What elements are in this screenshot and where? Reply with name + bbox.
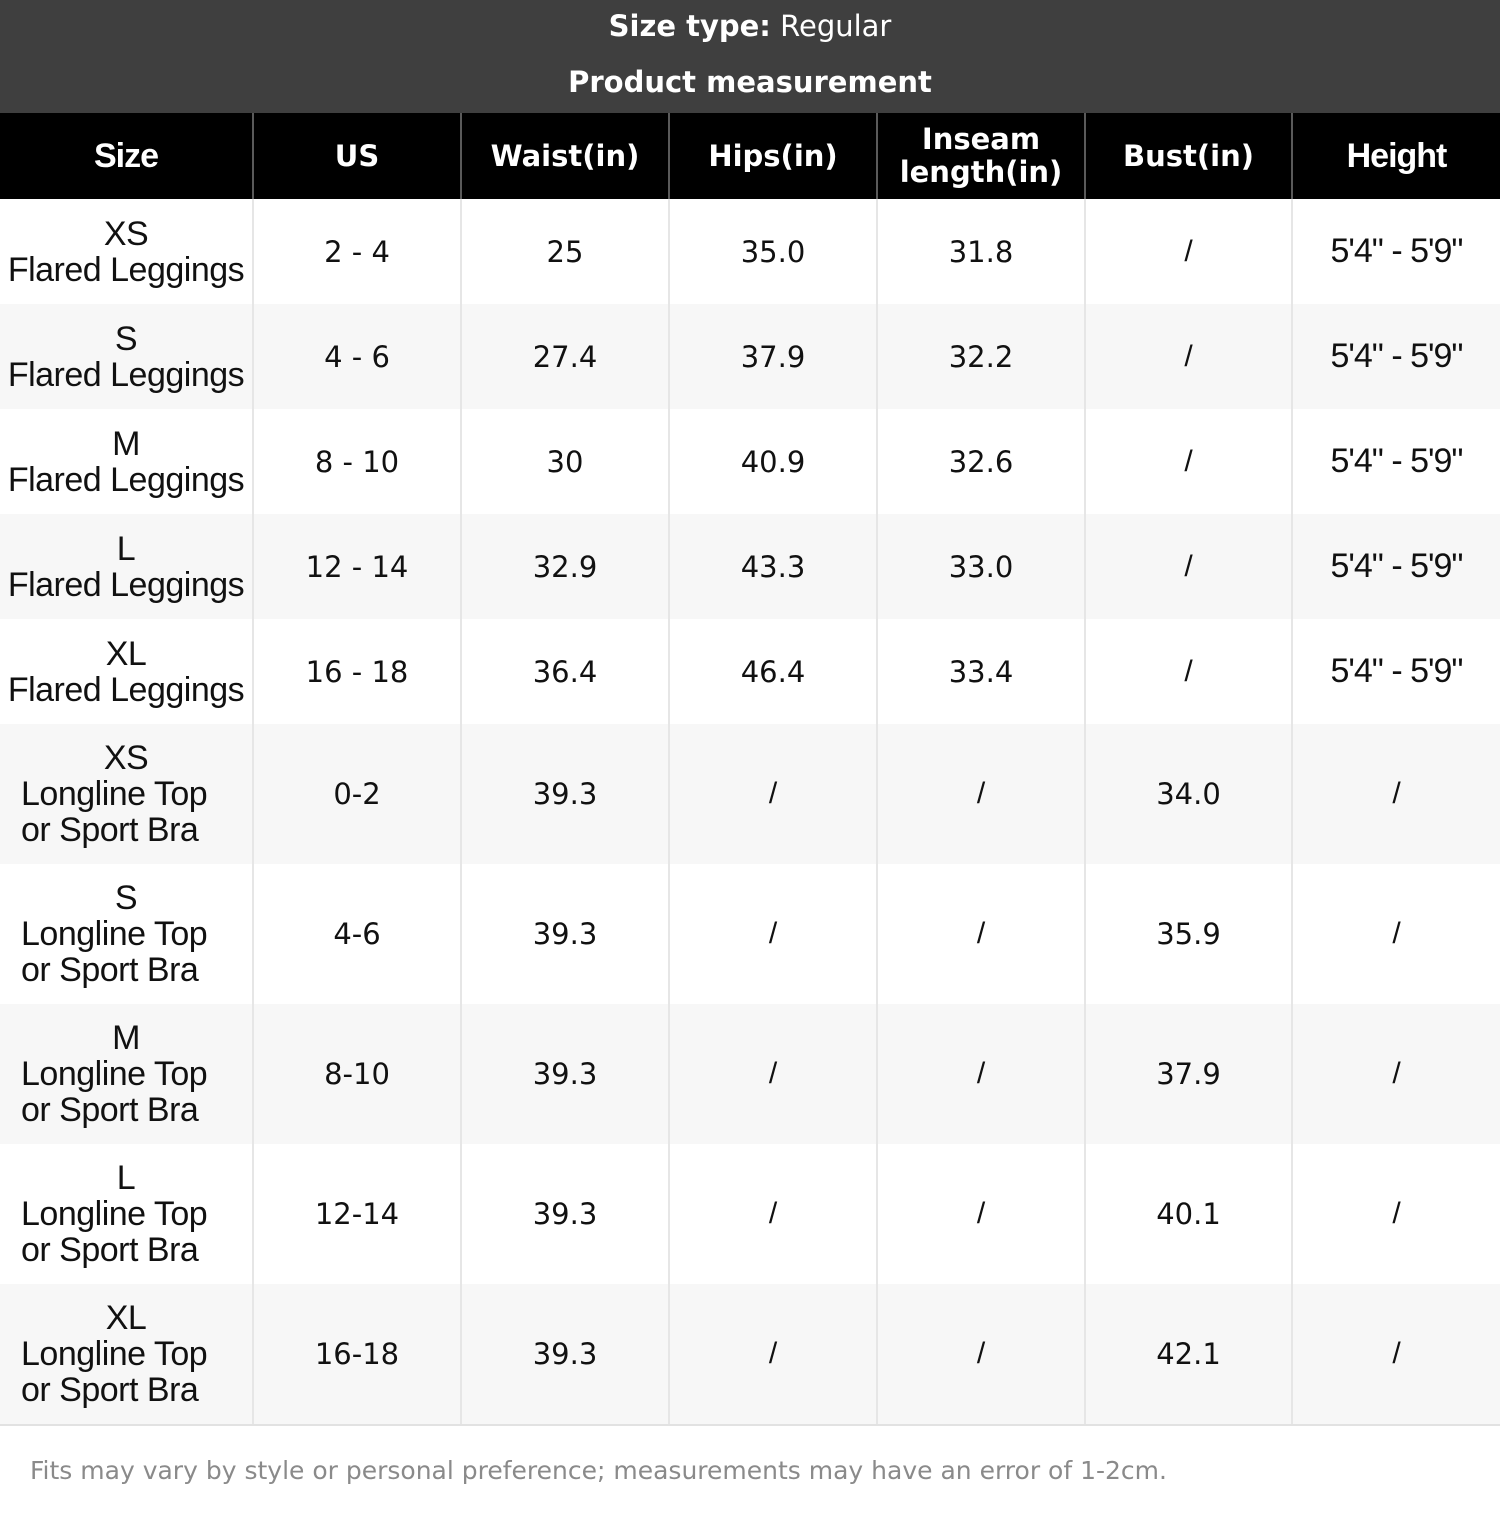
cell-height: /: [1292, 1284, 1500, 1425]
header-inseam-line1: Inseam: [921, 122, 1041, 156]
cell-us: 16-18: [253, 1284, 461, 1425]
header-height: Height: [1292, 113, 1500, 199]
table-row: [0, 304, 1500, 409]
table-header-row: [0, 113, 1500, 199]
cell-hips: 40.9: [669, 409, 877, 514]
cell-hips: 37.9: [669, 304, 877, 409]
size-type-value: Regular: [780, 9, 892, 43]
size-chart-table: [0, 113, 1500, 1426]
cell-size: [0, 724, 253, 864]
cell-size: [0, 199, 253, 304]
size-type-label: Size type:: [608, 9, 771, 43]
table-row: [0, 864, 1500, 1004]
table-row: [0, 409, 1500, 514]
header-bust: Bust(in): [1085, 113, 1292, 199]
cell-waist: 36.4: [461, 619, 669, 724]
cell-bust: /: [1085, 619, 1292, 724]
size-code: L: [116, 529, 136, 568]
table-row: [0, 1004, 1500, 1144]
cell-us: 0-2: [253, 724, 461, 864]
cell-height: 5'4" - 5'9": [1292, 409, 1500, 514]
cell-hips: /: [669, 864, 877, 1004]
size-code: S: [114, 319, 138, 358]
cell-us: 4-6: [253, 864, 461, 1004]
cell-bust: /: [1085, 514, 1292, 619]
product-name: Flared Leggings: [7, 460, 245, 499]
cell-waist: 39.3: [461, 724, 669, 864]
cell-height: 5'4" - 5'9": [1292, 514, 1500, 619]
product-measurement-title: Product measurement: [568, 65, 932, 99]
cell-size: [0, 864, 253, 1004]
cell-height: /: [1292, 1004, 1500, 1144]
size-code: M: [112, 424, 140, 463]
cell-height: 5'4" - 5'9": [1292, 304, 1500, 409]
cell-height: /: [1292, 1144, 1500, 1284]
product-name: Longline Top or Sport Bra: [21, 1195, 208, 1269]
cell-hips: /: [669, 1144, 877, 1284]
cell-height: /: [1292, 864, 1500, 1004]
cell-bust: /: [1085, 409, 1292, 514]
cell-inseam: 32.6: [877, 409, 1085, 514]
cell-us: 8 - 10: [253, 409, 461, 514]
cell-inseam: 33.4: [877, 619, 1085, 724]
cell-us: 4 - 6: [253, 304, 461, 409]
cell-bust: 40.1: [1085, 1144, 1292, 1284]
cell-inseam: /: [877, 1144, 1085, 1284]
product-name: Flared Leggings: [7, 250, 245, 289]
header-size: Size: [0, 113, 253, 199]
cell-inseam: /: [877, 724, 1085, 864]
size-code: M: [112, 1019, 140, 1057]
cell-us: 12 - 14: [253, 514, 461, 619]
size-code: XS: [103, 739, 149, 777]
cell-hips: 35.0: [669, 199, 877, 304]
cell-inseam: 32.2: [877, 304, 1085, 409]
cell-size: [0, 409, 253, 514]
table-row: [0, 619, 1500, 724]
cell-inseam: 31.8: [877, 199, 1085, 304]
cell-hips: 46.4: [669, 619, 877, 724]
cell-height: 5'4" - 5'9": [1292, 199, 1500, 304]
footnote: Fits may vary by style or personal preference; measurements may have an error of 1-2cm.: [30, 1456, 1167, 1485]
product-name: Longline Top or Sport Bra: [21, 1055, 208, 1129]
table-row: [0, 724, 1500, 864]
cell-height: /: [1292, 724, 1500, 864]
size-code: XL: [105, 1299, 147, 1337]
table-row: [0, 1144, 1500, 1284]
product-name: Flared Leggings: [7, 355, 245, 394]
cell-bust: /: [1085, 304, 1292, 409]
cell-size: [0, 1144, 253, 1284]
table-row: [0, 1284, 1500, 1425]
product-name: Longline Top or Sport Bra: [21, 1335, 208, 1409]
cell-hips: 43.3: [669, 514, 877, 619]
size-code: XL: [105, 634, 147, 673]
size-type-line: [0, 8, 1500, 44]
header-inseam-line2: length(in): [899, 155, 1063, 189]
cell-bust: /: [1085, 199, 1292, 304]
cell-inseam: 33.0: [877, 514, 1085, 619]
size-code: L: [116, 1159, 136, 1197]
cell-inseam: /: [877, 1004, 1085, 1144]
header-waist: Waist(in): [461, 113, 669, 199]
cell-waist: 39.3: [461, 1004, 669, 1144]
cell-waist: 30: [461, 409, 669, 514]
product-name: Longline Top or Sport Bra: [21, 915, 208, 989]
cell-size: [0, 1004, 253, 1144]
cell-bust: 34.0: [1085, 724, 1292, 864]
product-name: Flared Leggings: [7, 670, 245, 709]
cell-bust: 42.1: [1085, 1284, 1292, 1425]
cell-bust: 35.9: [1085, 864, 1292, 1004]
cell-height: 5'4" - 5'9": [1292, 619, 1500, 724]
cell-us: 16 - 18: [253, 619, 461, 724]
cell-us: 2 - 4: [253, 199, 461, 304]
cell-waist: 25: [461, 199, 669, 304]
table-row: [0, 514, 1500, 619]
cell-hips: /: [669, 1004, 877, 1144]
size-code: XS: [103, 214, 149, 253]
header-hips: Hips(in): [669, 113, 877, 199]
cell-inseam: /: [877, 1284, 1085, 1425]
cell-waist: 27.4: [461, 304, 669, 409]
header-us: US: [253, 113, 461, 199]
size-code: S: [114, 879, 138, 917]
cell-waist: 39.3: [461, 864, 669, 1004]
cell-hips: /: [669, 724, 877, 864]
cell-size: [0, 619, 253, 724]
cell-hips: /: [669, 1284, 877, 1425]
cell-size: [0, 514, 253, 619]
cell-us: 8-10: [253, 1004, 461, 1144]
header-inseam: [877, 113, 1085, 199]
cell-size: [0, 304, 253, 409]
cell-inseam: /: [877, 864, 1085, 1004]
table-row: [0, 199, 1500, 304]
cell-bust: 37.9: [1085, 1004, 1292, 1144]
cell-waist: 39.3: [461, 1144, 669, 1284]
cell-size: [0, 1284, 253, 1425]
cell-us: 12-14: [253, 1144, 461, 1284]
cell-waist: 32.9: [461, 514, 669, 619]
product-name: Longline Top or Sport Bra: [21, 775, 208, 849]
product-name: Flared Leggings: [7, 565, 245, 604]
cell-waist: 39.3: [461, 1284, 669, 1425]
size-chart-banner: [0, 0, 1500, 113]
